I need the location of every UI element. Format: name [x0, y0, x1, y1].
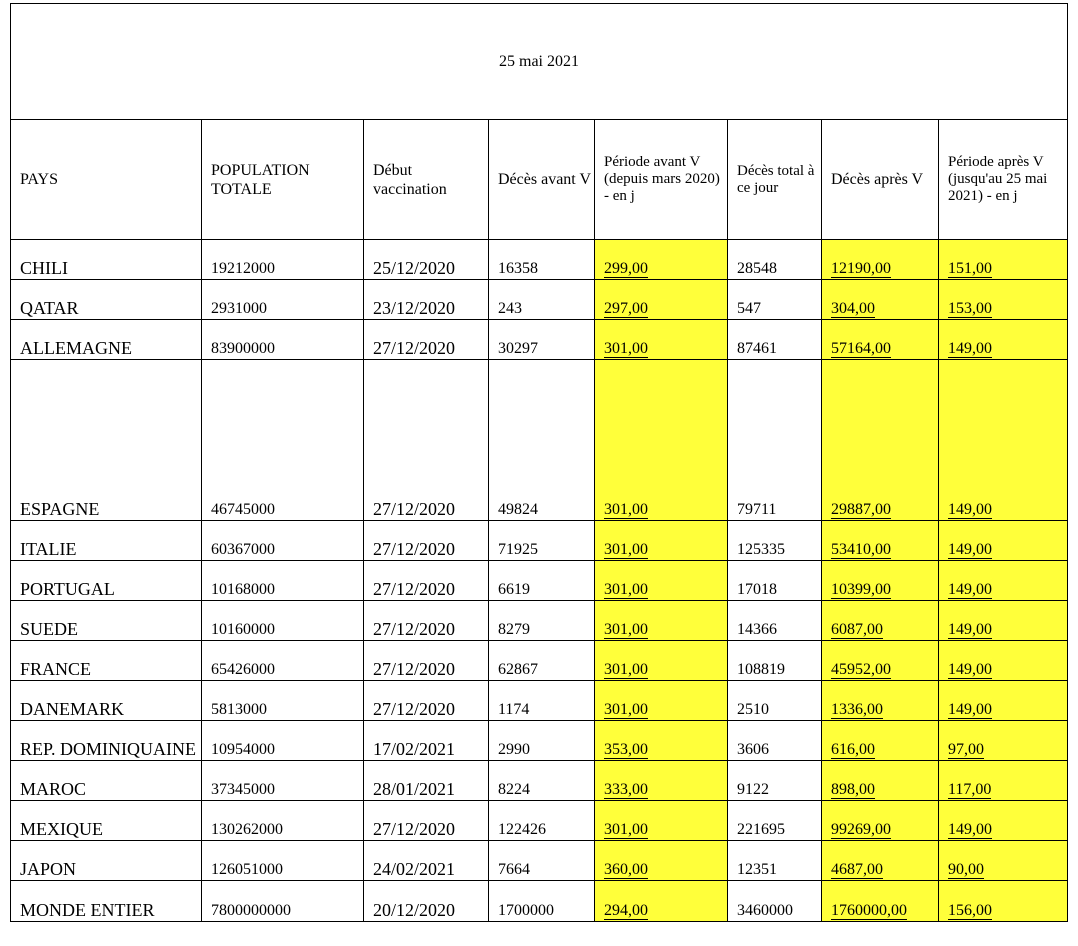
cell-population: 10168000 [202, 561, 364, 601]
cell-population: 46745000 [202, 360, 364, 521]
cell-deces-apres [822, 641, 939, 681]
cell-deces-avant: 1174 [489, 681, 595, 721]
cell-periode-apres-value: 153,00 [948, 300, 992, 317]
cell-deces-avant: 16358 [489, 240, 595, 280]
cell-periode-apres-value: 156,00 [948, 902, 992, 919]
cell-deces-apres [822, 240, 939, 280]
header-debut-vaccination: Début vaccination [364, 120, 489, 240]
cell-debut-vaccination: 25/12/2020 [364, 240, 489, 280]
cell-pays: MAROC [11, 761, 202, 801]
cell-deces-avant: 243 [489, 280, 595, 320]
cell-deces-avant: 7664 [489, 841, 595, 881]
cell-deces-apres [822, 601, 939, 641]
cell-periode-apres-value: 149,00 [948, 501, 992, 518]
cell-pays: DANEMARK [11, 681, 202, 721]
cell-deces-total: 17018 [728, 561, 822, 601]
cell-periode-apres [939, 601, 1068, 641]
cell-debut-vaccination: 27/12/2020 [364, 320, 489, 360]
cell-deces-avant: 8279 [489, 601, 595, 641]
cell-deces-apres [822, 841, 939, 881]
cell-periode-avant [595, 761, 728, 801]
cell-periode-apres [939, 841, 1068, 881]
table-row [11, 801, 1068, 841]
cell-deces-apres [822, 280, 939, 320]
cell-periode-avant [595, 561, 728, 601]
cell-population: 126051000 [202, 841, 364, 881]
cell-periode-avant-value: 301,00 [604, 621, 648, 638]
cell-pays: SUEDE [11, 601, 202, 641]
cell-deces-total: 3606 [728, 721, 822, 761]
cell-population: 37345000 [202, 761, 364, 801]
cell-periode-avant [595, 801, 728, 841]
cell-periode-apres [939, 761, 1068, 801]
cell-deces-total: 12351 [728, 841, 822, 881]
cell-periode-apres [939, 881, 1068, 922]
cell-deces-total: 547 [728, 280, 822, 320]
cell-debut-vaccination: 27/12/2020 [364, 601, 489, 641]
cell-population: 10160000 [202, 601, 364, 641]
cell-debut-vaccination: 20/12/2020 [364, 881, 489, 922]
cell-periode-avant-value: 299,00 [604, 260, 648, 277]
cell-deces-apres-value: 12190,00 [831, 260, 891, 277]
cell-pays: REP. DOMINIQUAINE [11, 721, 202, 761]
header-pays: PAYS [11, 120, 202, 240]
cell-periode-avant-value: 301,00 [604, 701, 648, 718]
cell-deces-apres [822, 881, 939, 922]
cell-periode-apres [939, 801, 1068, 841]
cell-periode-avant [595, 601, 728, 641]
cell-periode-apres [939, 280, 1068, 320]
cell-periode-apres-value: 97,00 [948, 741, 984, 758]
cell-periode-avant-value: 360,00 [604, 861, 648, 878]
header-deces-avant: Décès avant V [489, 120, 595, 240]
table-row [11, 721, 1068, 761]
cell-deces-apres [822, 521, 939, 561]
cell-periode-avant-value: 294,00 [604, 902, 648, 919]
cell-periode-apres [939, 360, 1068, 521]
cell-pays: ITALIE [11, 521, 202, 561]
table-row [11, 841, 1068, 881]
cell-deces-avant: 62867 [489, 641, 595, 681]
cell-debut-vaccination: 27/12/2020 [364, 641, 489, 681]
cell-deces-avant: 6619 [489, 561, 595, 601]
cell-periode-avant-value: 301,00 [604, 501, 648, 518]
table-row [11, 641, 1068, 681]
cell-deces-total: 79711 [728, 360, 822, 521]
cell-pays: ESPAGNE [11, 360, 202, 521]
cell-pays: PORTUGAL [11, 561, 202, 601]
cell-periode-apres [939, 320, 1068, 360]
cell-deces-avant: 1700000 [489, 881, 595, 922]
title-row [11, 4, 1068, 120]
cell-periode-apres-value: 149,00 [948, 541, 992, 558]
cell-periode-avant-value: 301,00 [604, 541, 648, 558]
cell-periode-avant-value: 301,00 [604, 821, 648, 838]
cell-debut-vaccination: 27/12/2020 [364, 521, 489, 561]
cell-deces-apres-value: 53410,00 [831, 541, 891, 558]
header-population: POPULATION TOTALE [202, 120, 364, 240]
cell-pays: CHILI [11, 240, 202, 280]
cell-deces-apres [822, 561, 939, 601]
cell-deces-total: 108819 [728, 641, 822, 681]
table-row [11, 681, 1068, 721]
cell-periode-avant [595, 881, 728, 922]
cell-deces-apres-value: 99269,00 [831, 821, 891, 838]
cell-population: 60367000 [202, 521, 364, 561]
cell-population: 5813000 [202, 681, 364, 721]
cell-deces-apres [822, 360, 939, 521]
cell-periode-avant [595, 240, 728, 280]
cell-debut-vaccination: 23/12/2020 [364, 280, 489, 320]
cell-periode-apres [939, 561, 1068, 601]
cell-deces-apres-value: 1336,00 [831, 701, 883, 718]
cell-debut-vaccination: 27/12/2020 [364, 360, 489, 521]
cell-population: 10954000 [202, 721, 364, 761]
cell-deces-apres-value: 1760000,00 [831, 902, 907, 919]
cell-deces-avant: 49824 [489, 360, 595, 521]
cell-pays: FRANCE [11, 641, 202, 681]
cell-periode-apres [939, 721, 1068, 761]
table-title: 25 mai 2021 [11, 4, 1068, 120]
cell-deces-total: 125335 [728, 521, 822, 561]
table-row [11, 601, 1068, 641]
cell-deces-total: 9122 [728, 761, 822, 801]
cell-periode-apres [939, 521, 1068, 561]
cell-pays: MONDE ENTIER [11, 881, 202, 922]
vaccination-table [10, 3, 1068, 922]
table-row [11, 280, 1068, 320]
cell-periode-apres-value: 149,00 [948, 821, 992, 838]
cell-population: 83900000 [202, 320, 364, 360]
header-deces-total: Décès total à ce jour [728, 120, 822, 240]
cell-deces-avant: 30297 [489, 320, 595, 360]
cell-population: 130262000 [202, 801, 364, 841]
cell-deces-apres [822, 801, 939, 841]
cell-deces-total: 3460000 [728, 881, 822, 922]
cell-deces-apres-value: 57164,00 [831, 340, 891, 357]
cell-periode-avant [595, 641, 728, 681]
cell-periode-avant [595, 320, 728, 360]
cell-periode-avant [595, 721, 728, 761]
header-periode-apres: Période après V (jusqu'au 25 mai 2021) - en j [939, 120, 1068, 240]
cell-deces-avant: 2990 [489, 721, 595, 761]
cell-deces-avant: 122426 [489, 801, 595, 841]
cell-pays: JAPON [11, 841, 202, 881]
cell-debut-vaccination: 28/01/2021 [364, 761, 489, 801]
cell-periode-avant-value: 333,00 [604, 781, 648, 798]
cell-periode-avant-value: 297,00 [604, 300, 648, 317]
cell-periode-apres-value: 149,00 [948, 621, 992, 638]
cell-deces-apres-value: 29887,00 [831, 501, 891, 518]
cell-deces-avant: 71925 [489, 521, 595, 561]
table-row [11, 360, 1068, 521]
cell-debut-vaccination: 24/02/2021 [364, 841, 489, 881]
cell-deces-total: 14366 [728, 601, 822, 641]
cell-population: 2931000 [202, 280, 364, 320]
cell-periode-avant-value: 301,00 [604, 661, 648, 678]
table-row [11, 761, 1068, 801]
cell-periode-avant [595, 360, 728, 521]
header-periode-avant: Période avant V (depuis mars 2020) - en j [595, 120, 728, 240]
cell-debut-vaccination: 17/02/2021 [364, 721, 489, 761]
table-row [11, 240, 1068, 280]
header-deces-apres: Décès après V [822, 120, 939, 240]
cell-periode-apres-value: 149,00 [948, 701, 992, 718]
cell-periode-apres [939, 681, 1068, 721]
cell-population: 65426000 [202, 641, 364, 681]
cell-deces-apres-value: 10399,00 [831, 581, 891, 598]
cell-debut-vaccination: 27/12/2020 [364, 681, 489, 721]
header-row [11, 120, 1068, 240]
table-row [11, 881, 1068, 922]
cell-debut-vaccination: 27/12/2020 [364, 561, 489, 601]
cell-population: 19212000 [202, 240, 364, 280]
cell-periode-avant [595, 280, 728, 320]
cell-periode-apres-value: 151,00 [948, 260, 992, 277]
cell-periode-avant-value: 301,00 [604, 340, 648, 357]
table-row [11, 561, 1068, 601]
cell-deces-apres [822, 320, 939, 360]
cell-deces-apres-value: 898,00 [831, 781, 875, 798]
table-row [11, 320, 1068, 360]
cell-deces-apres [822, 721, 939, 761]
cell-pays: QATAR [11, 280, 202, 320]
table-row [11, 521, 1068, 561]
cell-deces-total: 28548 [728, 240, 822, 280]
cell-periode-apres-value: 117,00 [948, 781, 992, 798]
cell-periode-apres-value: 149,00 [948, 661, 992, 678]
cell-periode-avant [595, 681, 728, 721]
cell-population: 7800000000 [202, 881, 364, 922]
cell-deces-apres [822, 761, 939, 801]
cell-debut-vaccination: 27/12/2020 [364, 801, 489, 841]
cell-deces-total: 87461 [728, 320, 822, 360]
cell-deces-apres-value: 45952,00 [831, 661, 891, 678]
cell-deces-apres-value: 616,00 [831, 741, 875, 758]
cell-deces-apres-value: 4687,00 [831, 861, 883, 878]
cell-periode-apres [939, 641, 1068, 681]
cell-periode-avant [595, 521, 728, 561]
cell-pays: ALLEMAGNE [11, 320, 202, 360]
cell-deces-apres-value: 304,00 [831, 300, 875, 317]
cell-periode-apres-value: 149,00 [948, 340, 992, 357]
cell-periode-apres-value: 149,00 [948, 581, 992, 598]
cell-deces-apres [822, 681, 939, 721]
cell-periode-avant-value: 353,00 [604, 741, 648, 758]
cell-periode-apres-value: 90,00 [948, 861, 984, 878]
cell-periode-avant [595, 841, 728, 881]
cell-periode-apres [939, 240, 1068, 280]
cell-pays: MEXIQUE [11, 801, 202, 841]
cell-deces-total: 2510 [728, 681, 822, 721]
cell-deces-total: 221695 [728, 801, 822, 841]
cell-deces-avant: 8224 [489, 761, 595, 801]
cell-deces-apres-value: 6087,00 [831, 621, 883, 638]
cell-periode-avant-value: 301,00 [604, 581, 648, 598]
